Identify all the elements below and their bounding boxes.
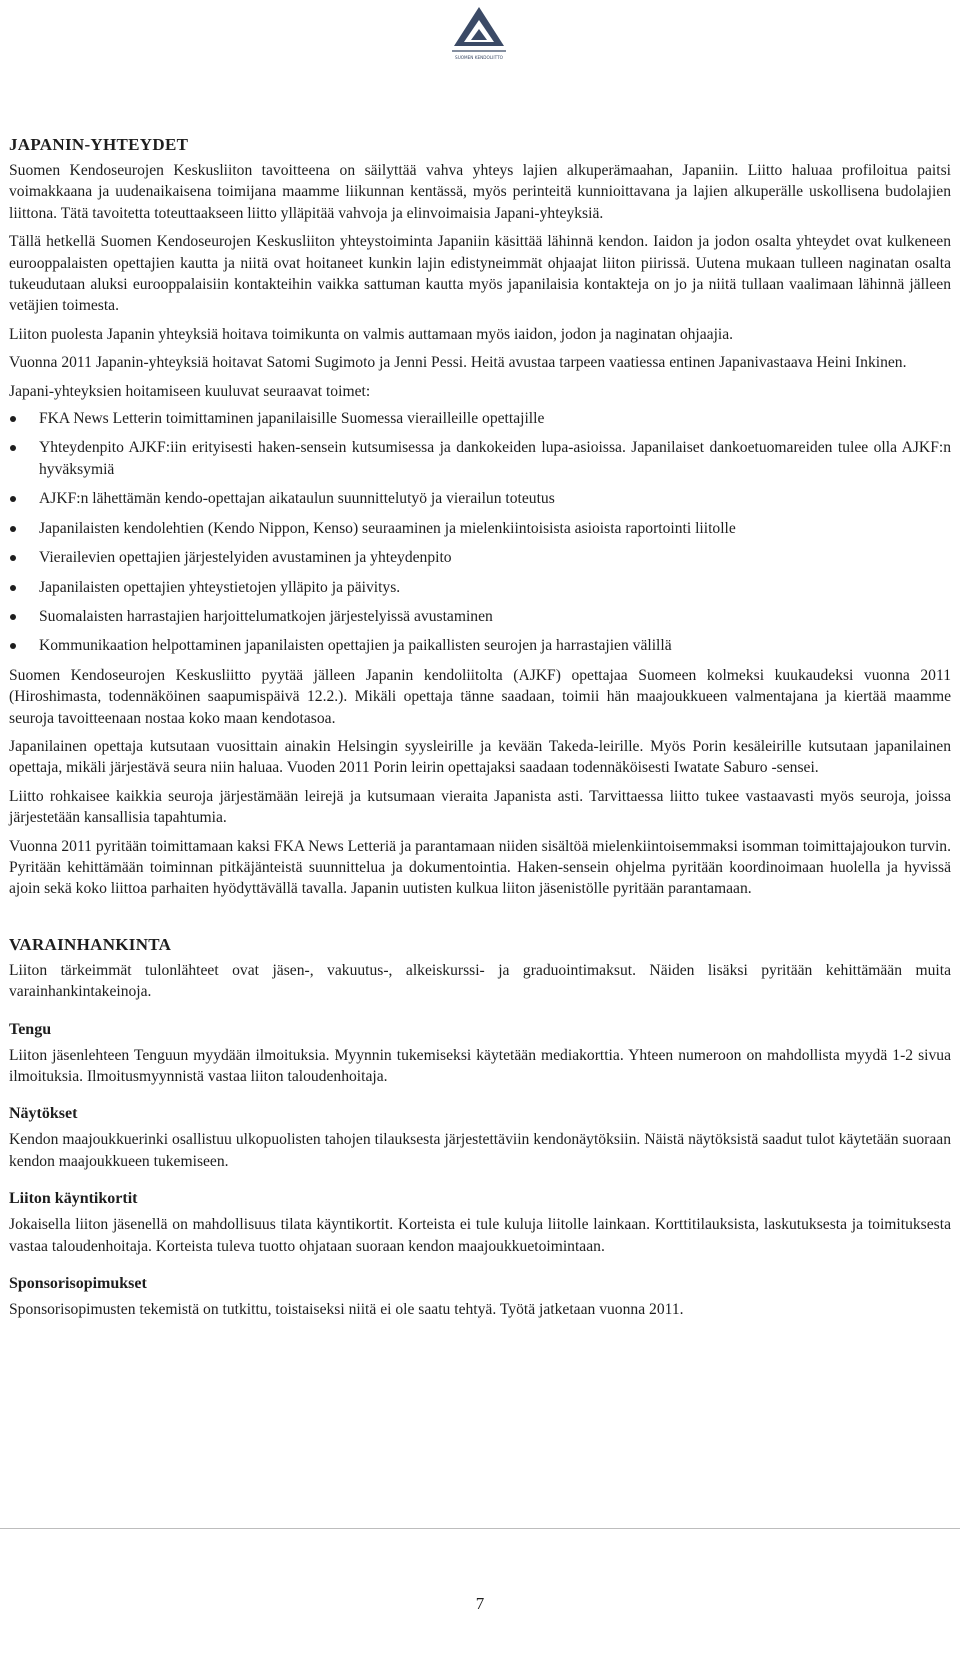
bullet-icon (10, 643, 16, 649)
page-content (9, 134, 951, 1327)
paragraph: Kendon maajoukkuerinki osallistuu ulkopuolisten tahojen tilauksesta järjestettäviin kendonäytöksiin. Näistä näytöksistä saadut tulot käytetään suoraan kendon maajoukkueen tukemiseen. (9, 1131, 951, 1170)
subsection-title-shows: Näytökset (9, 1105, 78, 1123)
list-item: FKA News Letterin toimittaminen japanilaisille Suomessa vierailleille opettajille (9, 408, 951, 429)
bullet-icon (10, 496, 16, 502)
paragraph: Vuonna 2011 Japanin-yhteyksiä hoitavat Satomi Sugimoto ja Jenni Pessi. Heitä avustaa tarpeen vaatiessa entinen Japanivastaava Heini Inkinen. (9, 354, 907, 372)
paragraph: Vuonna 2011 pyritään toimittamaan kaksi FKA News Letteriä ja parantamaan niiden sisältöä mielenkiintoisemmaksi isomman toimittajajoukon turvin. Pyritään kehittämään toiminnan pitkäjänteistä suunnittelua ja dokumentointia. Haken-sensein ohjelma pyritään koordinoimaan huolella ja hyvissä ajoin sekä koko liittoa parhaiten hyödyttävällä tavalla. Japanin uutisten kulkua liiton jäsenistölle pyritään parantamaan. (9, 837, 951, 898)
list-item: Yhteydenpito AJKF:iin erityisesti haken-sensein kutsumisessa ja dankokeiden lupa-asioissa. Japanilaiset dankoetuomareiden tulee olla AJKF:n hyväksymiä (9, 437, 951, 480)
list-item: Suomalaisten harrastajien harjoittelumatkojen järjestelyissä avustaminen (9, 606, 951, 627)
paragraph: Tällä hetkellä Suomen Kendoseurojen Keskusliiton yhteystoiminta Japaniin käsittää lähinnä kendon. Iaidon ja jodon osalta yhteydet ovat kulkeneen eurooppalaisten opettajien kautta ja niitä ovat hoitaneet kunkin lajin edistyneimmät ohjaajat liiton piirissä. Uutena mukaan tulleen naginatan osalta tukeudutaan aluksi eurooppalaisiin kontakteihin vaikka sattuman kautta myös japanilaisia kontakteja on jo ja niitä tullaan vaalimaan lähinnä jälleen vetäjien toimesta. (9, 233, 951, 315)
bullet-icon (10, 445, 16, 451)
bullet-icon (10, 526, 16, 532)
bullet-icon (10, 555, 16, 561)
paragraph: Jokaisella liiton jäsenellä on mahdollisuus tilata käyntikortit. Korteista ei tule kuluja liitolle lainkaan. Korttitilauksista, laskutuksesta ja toimituksesta vastaa taloudenhoitaja. Korteista tuleva tuotto ohjataan suoraan kendon maajoukkuetoimintaan. (9, 1216, 951, 1255)
paragraph: Suomen Kendoseurojen Keskusliitto pyytää jälleen Japanin kendoliitolta (AJKF) opettajaa Suomeen kolmeksi kuukaudeksi vuonna 2011 (Hiroshimasta, todennäköinen saapumispäivä 12.2.). Mikäli opettaja tänne saadaan, toimii hän maajoukkueen valmentajana ja kiertää maamme seuroja tavoitteenaan nostaa koko maan kendotasoa. (9, 666, 951, 727)
paragraph: Japani-yhteyksien hoitamiseen kuuluvat seuraavat toimet: (9, 382, 371, 400)
list-item: AJKF:n lähettämän kendo-opettajan aikataulun suunnittelutyö ja vierailun toteutus (9, 488, 951, 509)
paragraph: Liitto rohkaisee kaikkia seuroja järjestämään leirejä ja kutsumaan vieraita Japanista asti. Tarvittaessa liitto tukee vastaavasti myös seuroja, joissa järjestetään kansallisia tapahtumia. (9, 787, 951, 827)
logo-caption: SUOMEN KENDOLIITTO (455, 55, 503, 60)
paragraph: Sponsorisopimusten tekemistä on tutkittu, toistaiseksi niitä ei ole saatu tehtyä. Työtä jatketaan vuonna 2011. (9, 1301, 684, 1319)
subsection-title-cards: Liiton käyntikortit (9, 1190, 138, 1208)
footer-divider (0, 1528, 960, 1529)
bullet-icon (10, 614, 16, 620)
page-number: 7 (475, 1594, 485, 1613)
subsection-title-sponsors: Sponsorisopimukset (9, 1275, 147, 1293)
paragraph: Liiton puolesta Japanin yhteyksiä hoitava toimikunta on valmis auttamaan myös iaidon, jodon ja naginatan ohjaajia. (9, 325, 734, 343)
task-list (9, 408, 951, 657)
list-item: Japanilaisten kendolehtien (Kendo Nippon, Kenso) seuraaminen ja mielenkiintoisista asioista raportointi liitolle (9, 518, 951, 539)
section-title-japan: JAPANIN-YHTEYDET (9, 135, 189, 154)
bullet-icon (10, 416, 16, 422)
list-item: Japanilaisten opettajien yhteystietojen ylläpito ja päivitys. (9, 577, 951, 598)
subsection-title-tengu: Tengu (9, 1020, 52, 1038)
paragraph: Suomen Kendoseurojen Keskusliiton tavoitteena on säilyttää vahva yhteys lajien alkuperämaahan, Japaniin. Liitto haluaa profiloitua paitsi voimakkaana ja uudenaikaisena toimijana maamme liikunnan kentässä, myös perinteitä kunnioittavana ja lajien alkuperälle uskollisena budolajien liittona. Tätä tavoitetta toteuttaakseen liitto ylläpitää vahvoja ja elinvoimaisia Japani-yhteyksiä. (9, 162, 951, 222)
association-logo (446, 4, 512, 62)
paragraph: Liiton tärkeimmät tulonlähteet ovat jäsen-, vakuutus-, alkeiskurssi- ja graduointimaksut. Näiden lisäksi pyritään kehittämään muita varainhankintakeinoja. (9, 961, 951, 1001)
paragraph: Liiton jäsenlehteen Tenguun myydään ilmoituksia. Myynnin tukemiseksi käytetään mediakorttia. Yhteen numeroon on mahdollista myydä 1-2 sivua ilmoituksia. Ilmoitusmyynnistä vastaa liiton taloudenhoitaja. (9, 1046, 951, 1085)
list-item: Kommunikaation helpottaminen japanilaisten opettajien ja paikallisten seurojen ja harrastajien välillä (9, 635, 951, 656)
bullet-icon (10, 585, 16, 591)
paragraph: Japanilainen opettaja kutsutaan vuosittain ainakin Helsingin syysleirille ja kevään Takeda-leirille. Myös Porin kesäleirille kutsutaan japanilainen opettaja, mikäli järjestävä seura niin haluaa. Vuoden 2011 Porin leirin opettajaksi saadaan todennäköisesti Iwatate Saburo -sensei. (9, 737, 951, 777)
section-title-funding: VARAINHANKINTA (9, 934, 172, 954)
list-item: Vierailevien opettajien järjestelyiden avustaminen ja yhteydenpito (9, 547, 951, 568)
